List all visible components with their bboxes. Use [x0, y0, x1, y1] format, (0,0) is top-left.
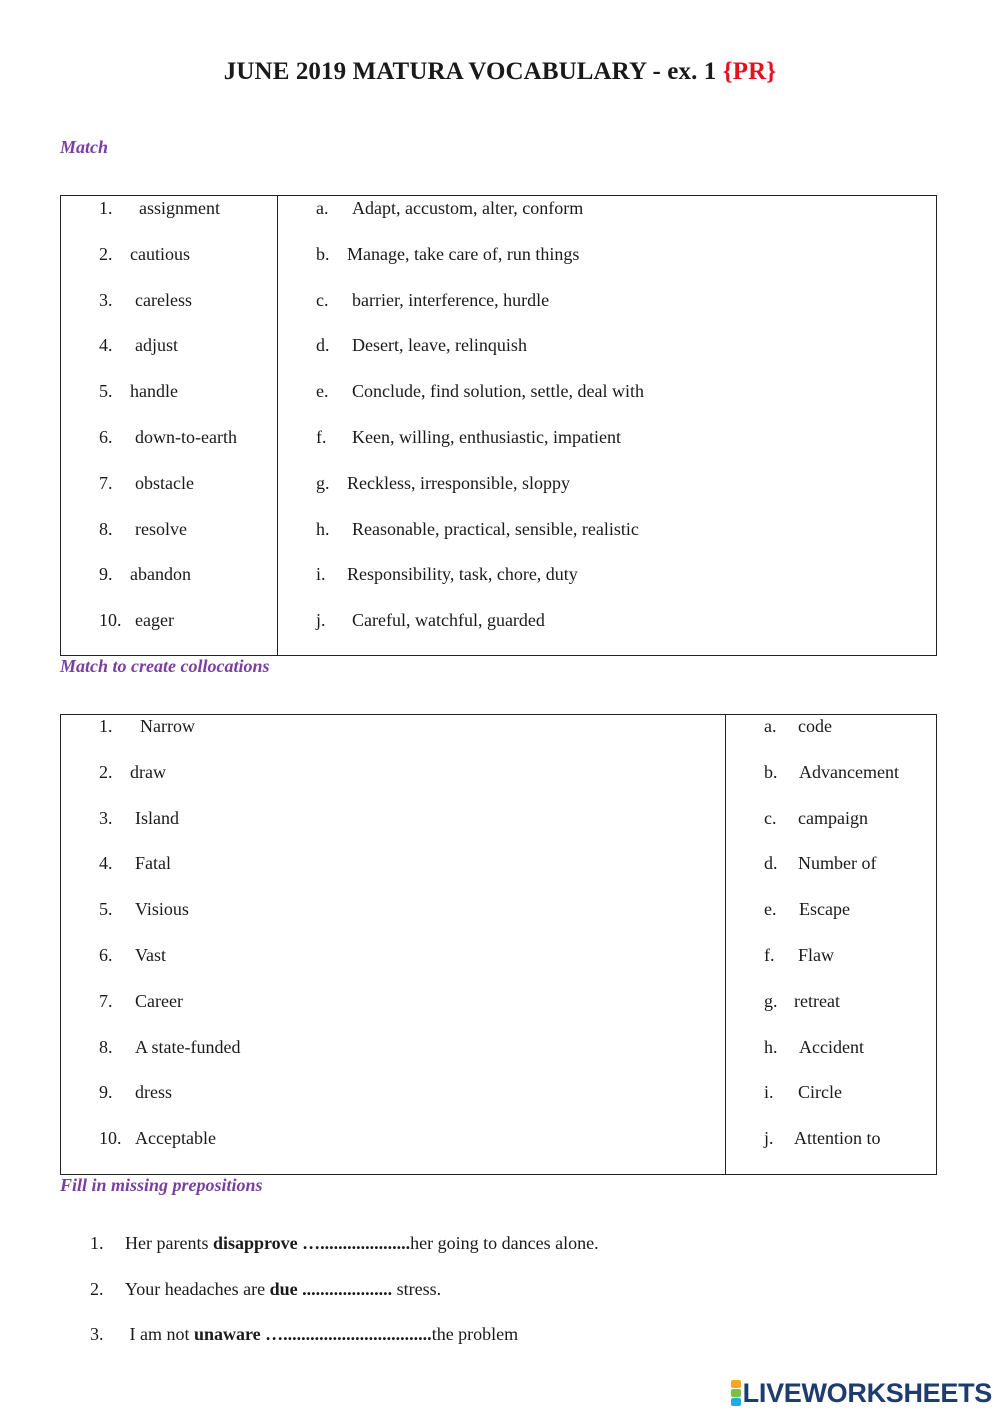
sentence-end: the problem [431, 1324, 519, 1344]
item-text: Reckless, irresponsible, sloppy [347, 472, 570, 493]
item-text: Accident [799, 1036, 864, 1057]
item-text: abandon [130, 564, 191, 585]
item-number: 5. [99, 899, 113, 920]
item-number: 1. [99, 198, 113, 218]
item-number: b. [316, 243, 330, 264]
item-text: Fatal [135, 853, 171, 874]
item-text: Attention to [794, 1128, 881, 1149]
item-text: eager [135, 610, 174, 631]
item-number: 2. [99, 761, 113, 782]
item-number: 10. [99, 1128, 122, 1149]
item-text: Reasonable, practical, sensible, realistic [352, 518, 639, 539]
item-number: 7. [99, 472, 113, 493]
section-heading-prepositions: Fill in missing prepositions [60, 1175, 263, 1195]
item-text: Number of [798, 853, 877, 874]
item-text: Narrow [140, 716, 195, 736]
item-text: Visious [135, 899, 189, 920]
item-number: i. [316, 564, 326, 585]
gap-keyword[interactable]: due .................... [269, 1278, 393, 1299]
gap-keyword[interactable]: disapprove ….................... [212, 1233, 411, 1253]
sentence-end: stress. [392, 1278, 442, 1299]
title-tag: {PR} [722, 58, 777, 85]
item-text: cautious [130, 243, 190, 264]
item-text: dress [135, 1082, 172, 1103]
item-number: 8. [99, 518, 113, 539]
item-number: a. [316, 198, 329, 218]
item-text: Keen, willing, enthusiastic, impatient [352, 427, 621, 447]
item-text: draw [130, 761, 166, 782]
item-text: handle [130, 381, 178, 402]
item-text: Careful, watchful, guarded [352, 610, 545, 631]
item-number: 7. [99, 990, 113, 1011]
item-text: campaign [798, 807, 868, 828]
column-divider [277, 196, 278, 655]
item-number: 6. [99, 427, 113, 447]
sentence-text [125, 1324, 518, 1345]
item-number: 8. [99, 1036, 113, 1057]
item-text: obstacle [135, 472, 194, 493]
item-number: h. [316, 518, 330, 539]
sentence-start: Your headaches are [125, 1278, 270, 1299]
liveworksheets-icon [731, 1380, 741, 1406]
item-number: 2. [99, 243, 113, 264]
match-table [60, 195, 937, 656]
sentence-text [125, 1279, 441, 1300]
gap-keyword[interactable]: unaware …................................. [194, 1324, 432, 1344]
item-text: Conclude, find solution, settle, deal with [352, 381, 644, 402]
item-number: 2. [90, 1278, 104, 1299]
item-text: Acceptable [135, 1128, 216, 1149]
item-number: j. [764, 1128, 774, 1149]
column-divider [725, 715, 726, 1174]
item-text: barrier, interference, hurdle [352, 289, 550, 310]
item-number: j. [316, 610, 326, 631]
logo-block [731, 1398, 741, 1406]
item-number: 4. [99, 335, 113, 356]
item-text: code [798, 716, 832, 736]
sentence-end: her going to dances alone. [410, 1233, 599, 1253]
item-text: retreat [794, 990, 840, 1011]
item-text: Island [135, 807, 179, 828]
section-heading-collocations: Match to create collocations [60, 656, 270, 676]
logo-block [731, 1380, 741, 1388]
item-number: b. [764, 761, 778, 782]
item-text: resolve [135, 518, 187, 539]
item-number: g. [316, 472, 330, 493]
item-number: f. [764, 945, 775, 965]
item-text: down-to-earth [135, 427, 237, 447]
item-number: e. [764, 899, 777, 920]
item-text: Adapt, accustom, alter, conform [352, 198, 584, 218]
item-text: assignment [139, 198, 220, 218]
item-number: d. [764, 853, 778, 874]
item-number: d. [316, 335, 330, 356]
item-number: h. [764, 1036, 778, 1057]
item-number: 6. [99, 945, 113, 965]
item-text: Advancement [799, 761, 899, 782]
section-heading-match: Match [60, 137, 109, 157]
item-number: 3. [99, 807, 113, 828]
liveworksheets-logo [731, 1379, 992, 1407]
item-number: f. [316, 427, 327, 447]
item-number: 9. [99, 564, 113, 585]
title-main: JUNE 2019 MATURA VOCABULARY - ex. 1 [223, 58, 717, 85]
worksheet-title [0, 58, 1000, 86]
item-number: e. [316, 381, 329, 402]
item-number: 1. [90, 1233, 104, 1253]
item-text: adjust [135, 335, 178, 356]
item-number: 1. [99, 716, 113, 736]
item-text: Flaw [798, 945, 834, 965]
item-text: Career [135, 990, 183, 1011]
item-text: careless [135, 289, 192, 310]
sentence-start: I am not [125, 1324, 194, 1344]
brand-text: LIVEWORKSHEETS [742, 1377, 992, 1408]
item-text: Circle [798, 1082, 842, 1103]
item-number: c. [316, 289, 329, 310]
item-text: Desert, leave, relinquish [352, 335, 527, 356]
item-number: i. [764, 1082, 774, 1103]
logo-block [731, 1389, 741, 1397]
item-text: A state-funded [135, 1036, 241, 1057]
collocations-table [60, 714, 937, 1175]
item-number: 10. [99, 610, 122, 631]
item-number: 3. [99, 289, 113, 310]
item-number: 4. [99, 853, 113, 874]
sentence-text [125, 1233, 599, 1254]
item-number: g. [764, 990, 778, 1011]
item-text: Vast [135, 945, 166, 965]
sentence-start: Her parents [125, 1233, 213, 1253]
item-number: c. [764, 807, 777, 828]
item-number: 9. [99, 1082, 113, 1103]
item-text: Responsibility, task, chore, duty [347, 564, 578, 585]
item-number: a. [764, 716, 777, 736]
item-number: 5. [99, 381, 113, 402]
item-text: Escape [799, 899, 850, 920]
item-text: Manage, take care of, run things [347, 243, 580, 264]
item-number: 3. [90, 1324, 104, 1344]
